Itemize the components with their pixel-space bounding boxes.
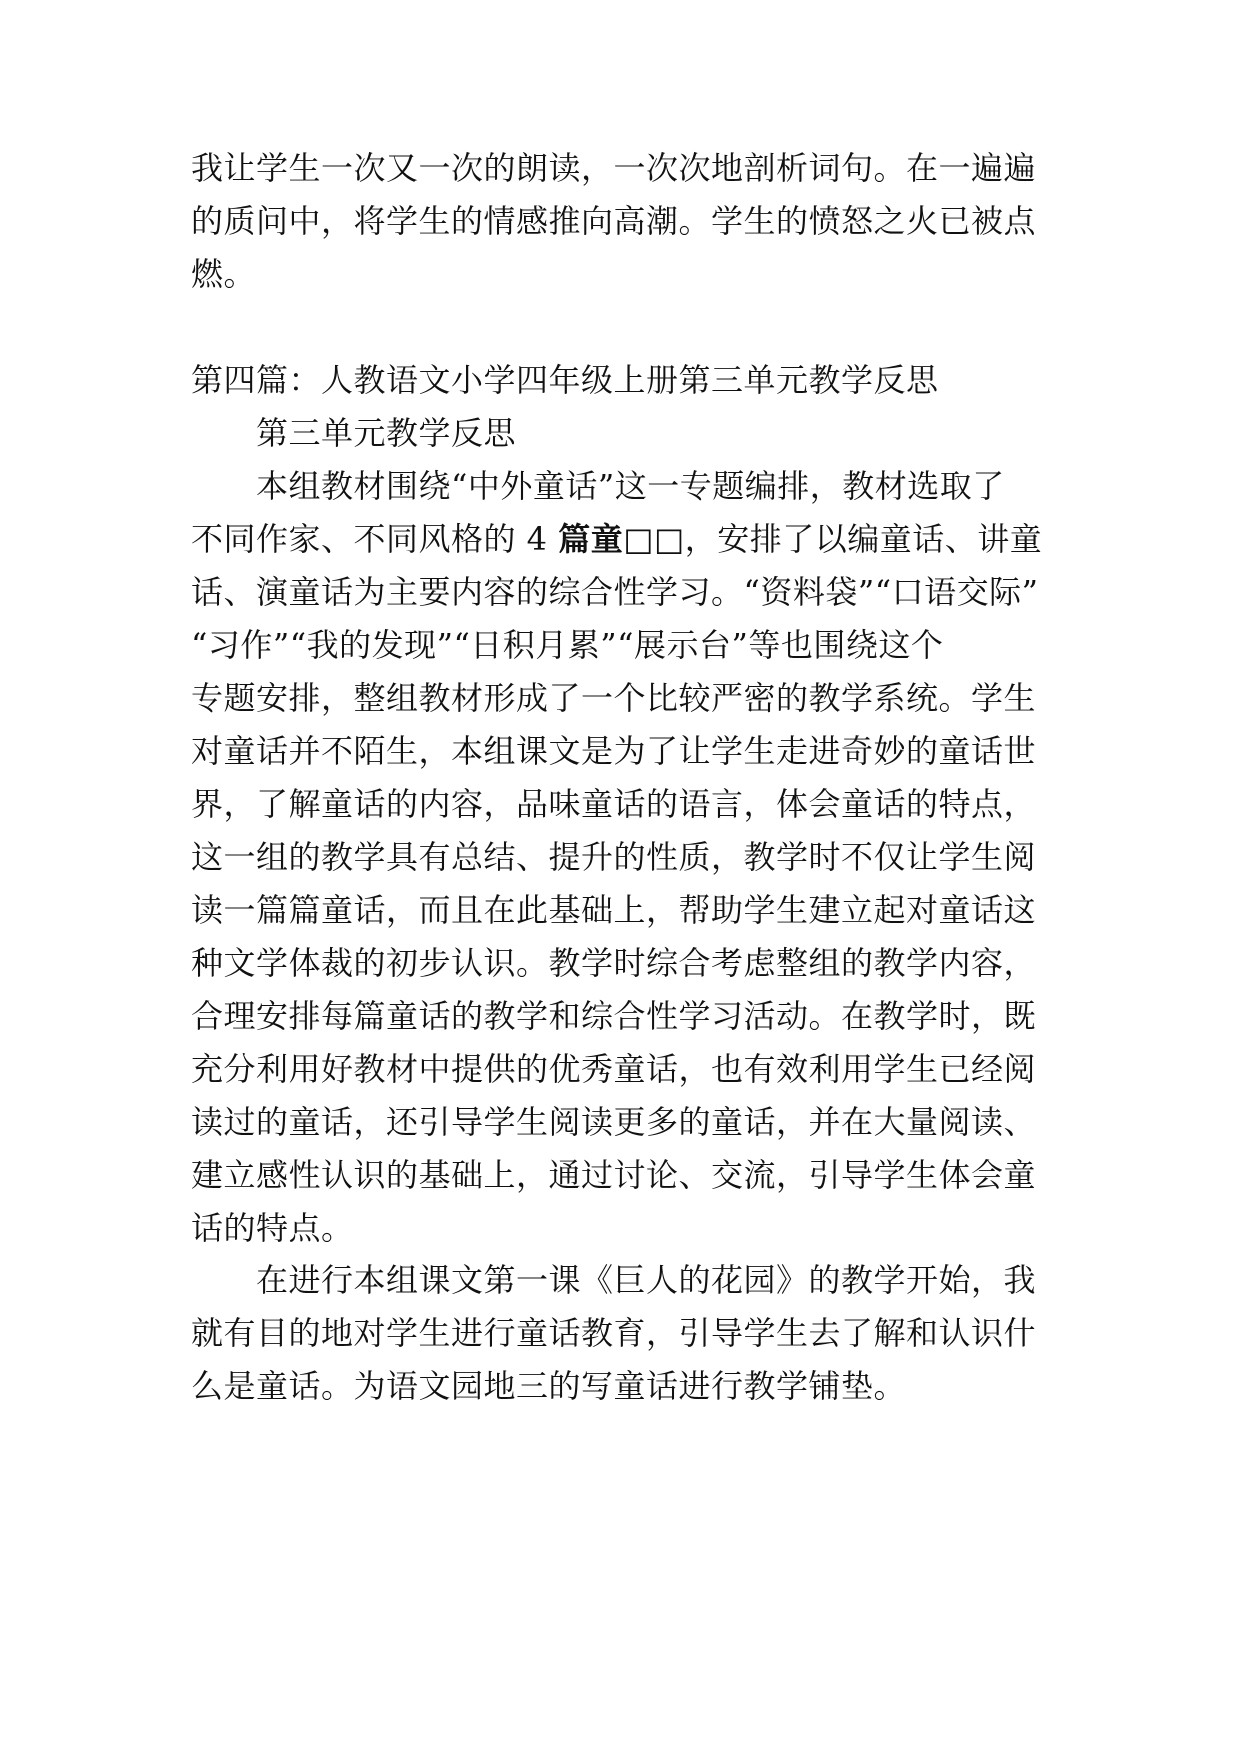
text-line: 本组教材围绕“中外童话”这一专题编排，教材选取了: [256, 467, 1005, 505]
text-fragment: ，安排了以编童话、讲童: [684, 520, 1043, 558]
text-line: 种文学体裁的初步认识。教学时综合考虑整组的教学内容，: [191, 944, 1037, 982]
text-line: 充分利用好教材中提供的优秀童话，也有效利用学生已经阅: [191, 1050, 1037, 1088]
text-line: 话、演童话为主要内容的综合性学习。“资料袋”“口语交际”: [191, 573, 1039, 611]
text-line: 建立感性认识的基础上，通过讨论、交流，引导学生体会童: [191, 1156, 1037, 1194]
text-line: 读过的童话，还引导学生阅读更多的童话，并在大量阅读、: [191, 1103, 1037, 1141]
bold-fragment: 篇童□□: [558, 520, 685, 558]
text-line: 燃。: [191, 255, 257, 293]
text-line: 么是童话。为语文园地三的写童话进行教学铺垫。: [191, 1367, 907, 1405]
text-line: 读一篇篇童话，而且在此基础上，帮助学生建立起对童话这: [191, 891, 1037, 929]
text-line: 在进行本组课文第一课《巨人的花园》的教学开始，我: [256, 1261, 1037, 1299]
section-heading: 第四篇：人教语文小学四年级上册第三单元教学反思: [191, 361, 939, 399]
text-line: 这一组的教学具有总结、提升的性质，教学时不仅让学生阅: [191, 838, 1037, 876]
text-line: 我让学生一次又一次的朗读，一次次地剖析词句。在一遍遍: [191, 149, 1037, 187]
text-line: 专题安排，整组教材形成了一个比较严密的教学系统。学生: [191, 679, 1037, 717]
text-fragment: 不同作家、不同风格的 4: [191, 520, 559, 558]
section-subtitle: 第三单元教学反思: [256, 414, 517, 452]
text-line: 界，了解童话的内容，品味童话的语言，体会童话的特点，: [191, 785, 1037, 823]
text-line: 就有目的地对学生进行童话教育，引导学生去了解和认识什: [191, 1314, 1037, 1352]
text-line: 的质问中，将学生的情感推向高潮。学生的愤怒之火已被点: [191, 202, 1037, 240]
text-line: 话的特点。: [191, 1209, 354, 1247]
text-line: “习作”“我的发现”“日积月累”“展示台”等也围绕这个: [191, 626, 944, 664]
text-line: [191, 519, 1051, 559]
text-line: 对童话并不陌生，本组课文是为了让学生走进奇妙的童话世: [191, 732, 1037, 770]
text-line: 合理安排每篇童话的教学和综合性学习活动。在教学时，既: [191, 997, 1037, 1035]
